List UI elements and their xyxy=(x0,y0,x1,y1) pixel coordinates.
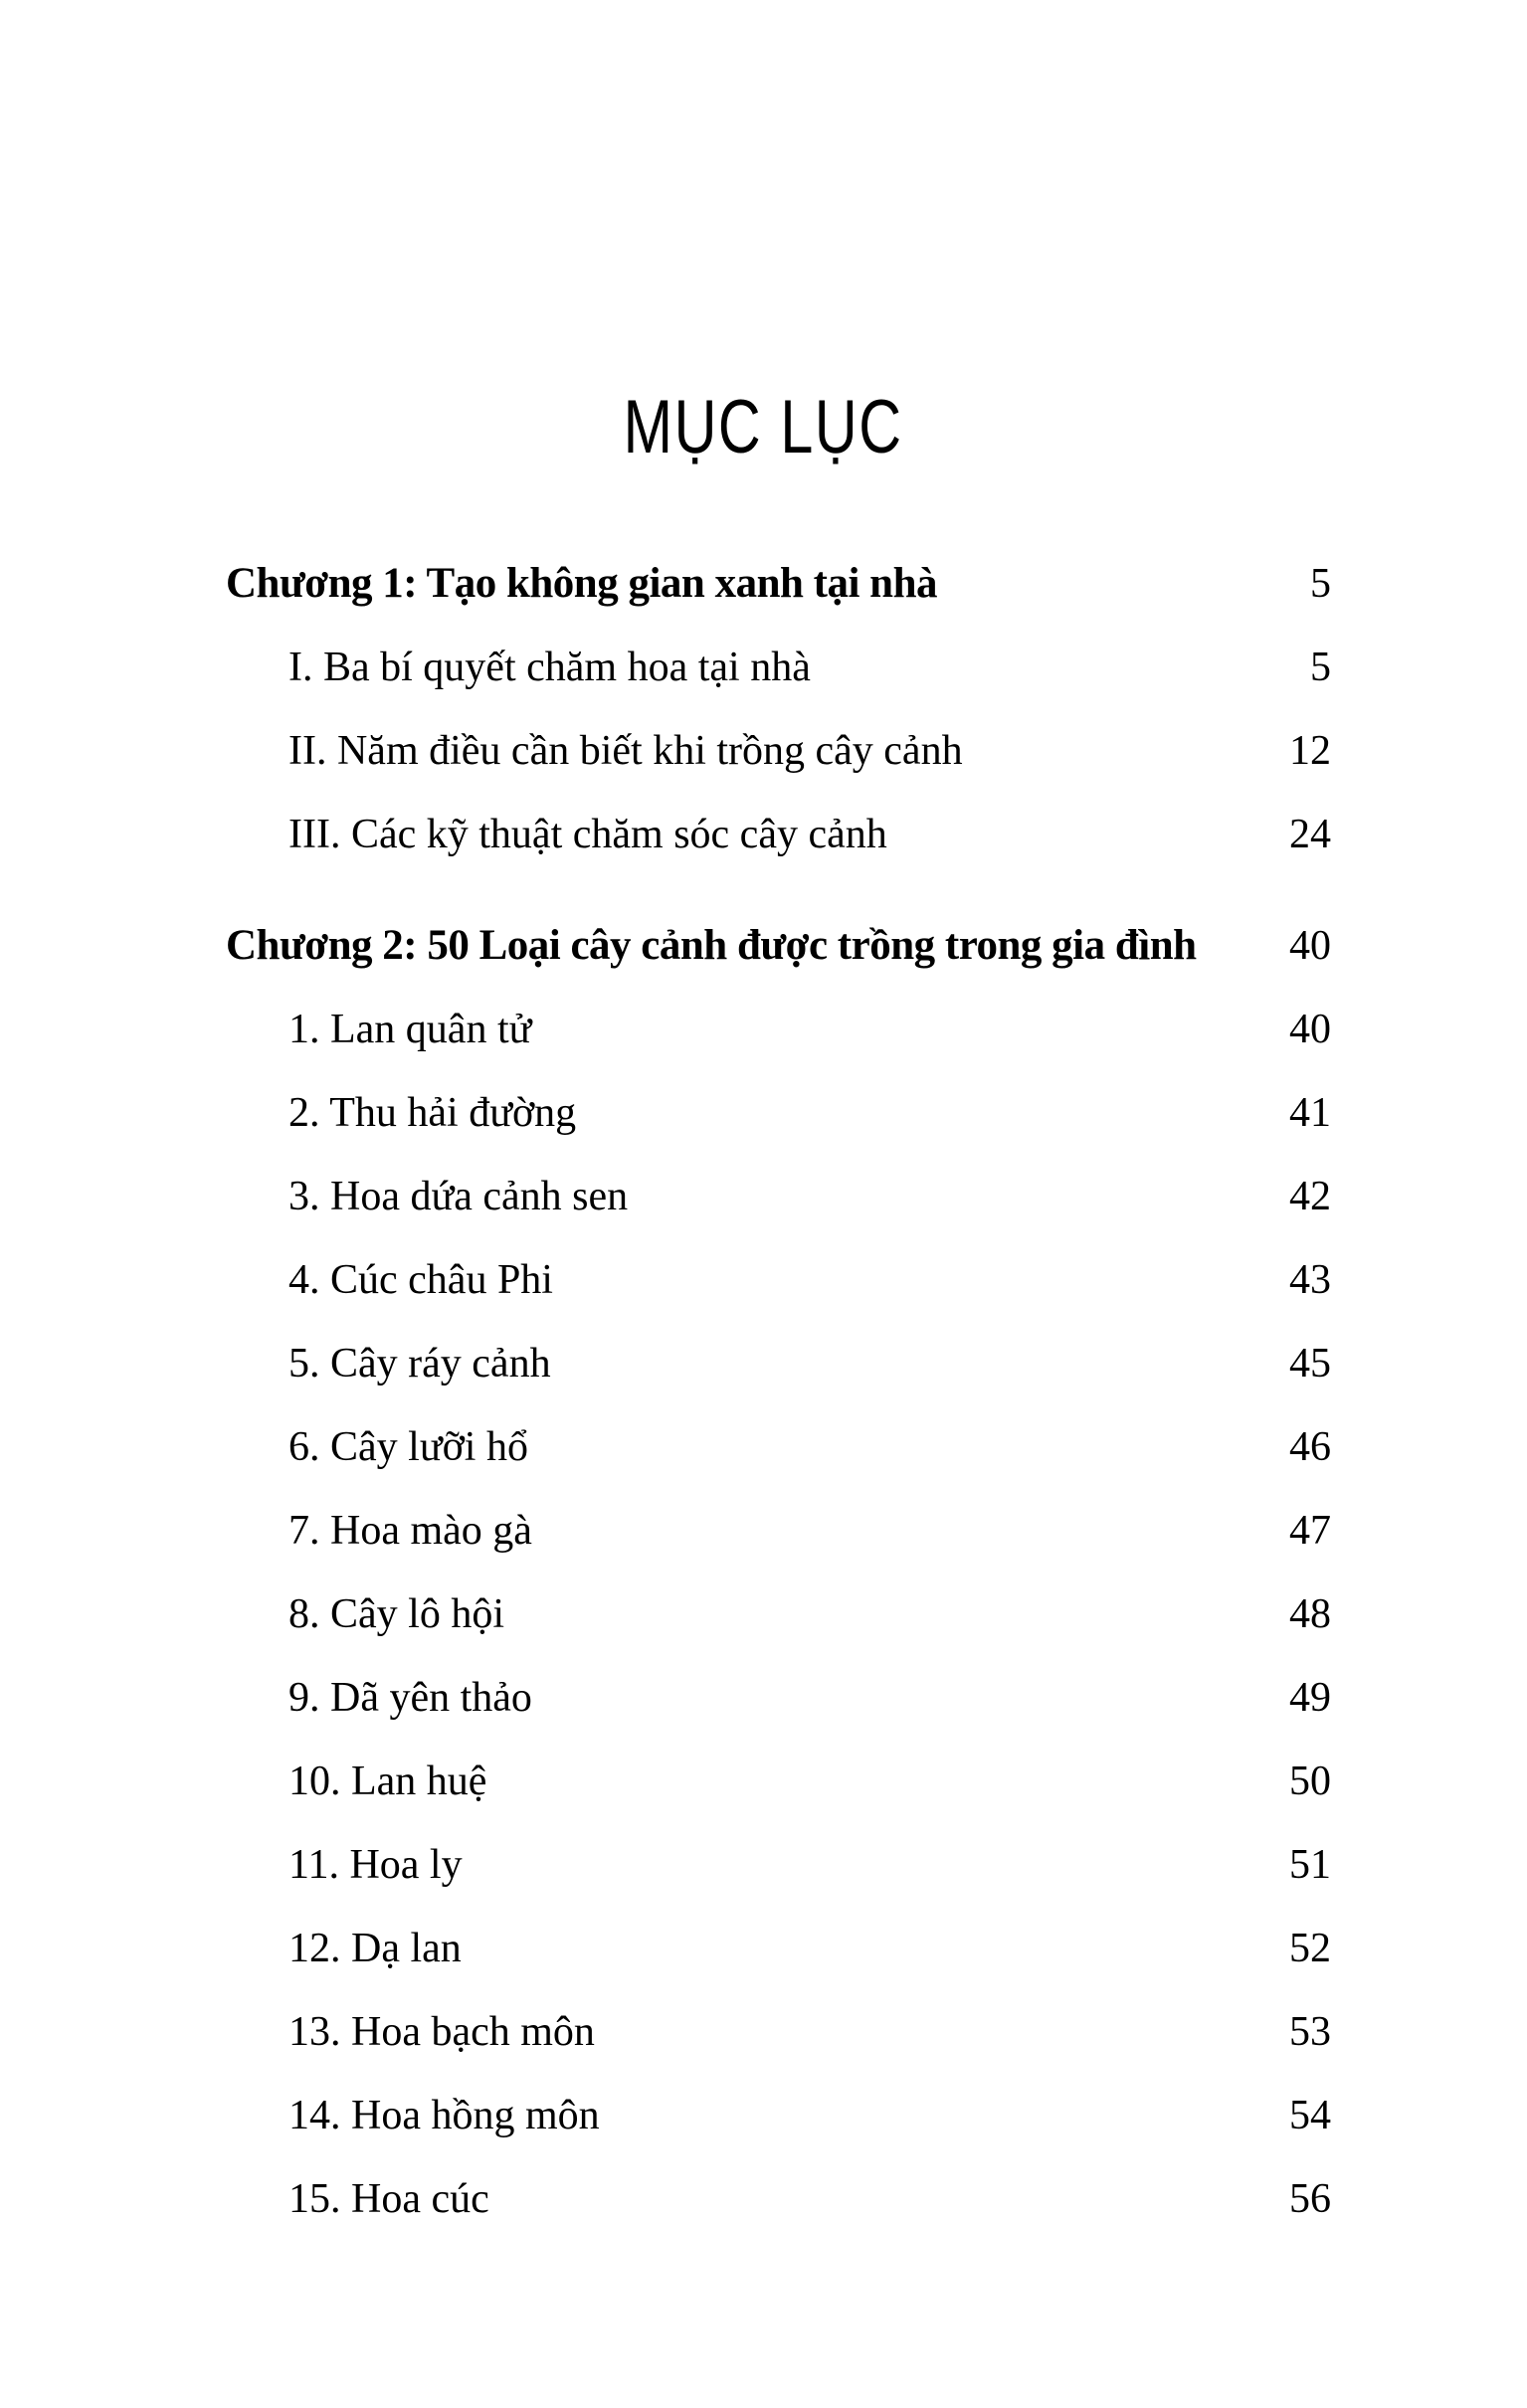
toc-list xyxy=(226,542,1331,2241)
toc-entry-page-number: 49 xyxy=(1289,1675,1331,1721)
toc-entry-page-number: 48 xyxy=(1289,1591,1331,1637)
toc-entry-page-number: 41 xyxy=(1289,1090,1331,1136)
chapter-heading-label: Chương 2: 50 Loại cây cảnh được trồng trong gia đình xyxy=(226,922,1197,969)
toc-entry-label: 5. Cây ráy cảnh xyxy=(288,1341,551,1387)
toc-entry-row xyxy=(226,1990,1331,2074)
chapter-heading-row xyxy=(226,542,1331,626)
toc-entry-page-number: 12 xyxy=(1289,728,1331,774)
toc-entry-label: 1. Lan quân tử xyxy=(288,1007,532,1052)
toc-entry-page-number: 47 xyxy=(1289,1508,1331,1554)
toc-entry-label: 9. Dã yên thảo xyxy=(288,1675,532,1721)
toc-entry-label: II. Năm điều cần biết khi trồng cây cảnh xyxy=(288,728,963,774)
toc-entry-label: 13. Hoa bạch môn xyxy=(288,2009,595,2055)
chapter-heading-label: Chương 1: Tạo không gian xanh tại nhà xyxy=(226,560,937,607)
toc-entry-page-number: 56 xyxy=(1289,2176,1331,2222)
toc-entry-label: 4. Cúc châu Phi xyxy=(288,1257,553,1303)
toc-entry-row xyxy=(226,709,1331,793)
chapter-heading-row xyxy=(226,904,1331,988)
toc-section xyxy=(226,904,1331,2241)
toc-entry-page-number: 5 xyxy=(1310,645,1331,690)
toc-entry-page-number: 52 xyxy=(1289,1926,1331,1971)
toc-entry-page-number: 45 xyxy=(1289,1341,1331,1387)
toc-entry-page-number: 50 xyxy=(1289,1759,1331,1804)
toc-entry-page-number: 43 xyxy=(1289,1257,1331,1303)
toc-entry-label: 12. Dạ lan xyxy=(288,1926,462,1971)
toc-entry-row xyxy=(226,1071,1331,1155)
chapter-page-number: 40 xyxy=(1289,923,1331,969)
toc-entry-page-number: 53 xyxy=(1289,2009,1331,2055)
toc-entry-row xyxy=(226,1155,1331,1238)
toc-entry-row xyxy=(226,1740,1331,1823)
toc-entry-label: 7. Hoa mào gà xyxy=(288,1508,532,1554)
toc-title-text: MỤC LỤC xyxy=(624,385,903,469)
toc-entry-row xyxy=(226,1907,1331,1990)
toc-section xyxy=(226,542,1331,876)
toc-entry-label: III. Các kỹ thuật chăm sóc cây cảnh xyxy=(288,812,887,857)
toc-entry-label: 3. Hoa dứa cảnh sen xyxy=(288,1174,629,1219)
toc-entry-row xyxy=(226,1573,1331,1656)
toc-entry-row xyxy=(226,988,1331,1071)
toc-entry-page-number: 24 xyxy=(1289,812,1331,857)
toc-entry-label: 10. Lan huệ xyxy=(288,1759,487,1804)
chapter-page-number: 5 xyxy=(1310,561,1331,607)
toc-entry-page-number: 46 xyxy=(1289,1424,1331,1470)
toc-entry-label: 14. Hoa hồng môn xyxy=(288,2093,600,2138)
section-items xyxy=(226,988,1331,2241)
toc-entry-label: 15. Hoa cúc xyxy=(288,2176,489,2222)
toc-entry-row xyxy=(226,1405,1331,1489)
toc-entry-row xyxy=(226,1322,1331,1405)
toc-entry-row xyxy=(226,626,1331,709)
toc-entry-page-number: 51 xyxy=(1289,1842,1331,1888)
toc-entry-label: 11. Hoa ly xyxy=(288,1842,463,1888)
toc-entry-page-number: 54 xyxy=(1289,2093,1331,2138)
toc-entry-label: 2. Thu hải đường xyxy=(288,1090,577,1136)
toc-entry-label: 6. Cây lưỡi hổ xyxy=(288,1424,528,1470)
toc-entry-page-number: 40 xyxy=(1289,1007,1331,1052)
toc-entry-row xyxy=(226,1238,1331,1322)
toc-entry-label: 8. Cây lô hội xyxy=(288,1591,504,1637)
toc-entry-row xyxy=(226,793,1331,876)
toc-entry-row xyxy=(226,2074,1331,2157)
toc-title xyxy=(0,385,1527,469)
toc-entry-label: I. Ba bí quyết chăm hoa tại nhà xyxy=(288,645,811,690)
toc-entry-page-number: 42 xyxy=(1289,1174,1331,1219)
toc-entry-row xyxy=(226,2157,1331,2241)
section-items xyxy=(226,626,1331,876)
toc-entry-row xyxy=(226,1489,1331,1573)
toc-entry-row xyxy=(226,1823,1331,1907)
toc-entry-row xyxy=(226,1656,1331,1740)
